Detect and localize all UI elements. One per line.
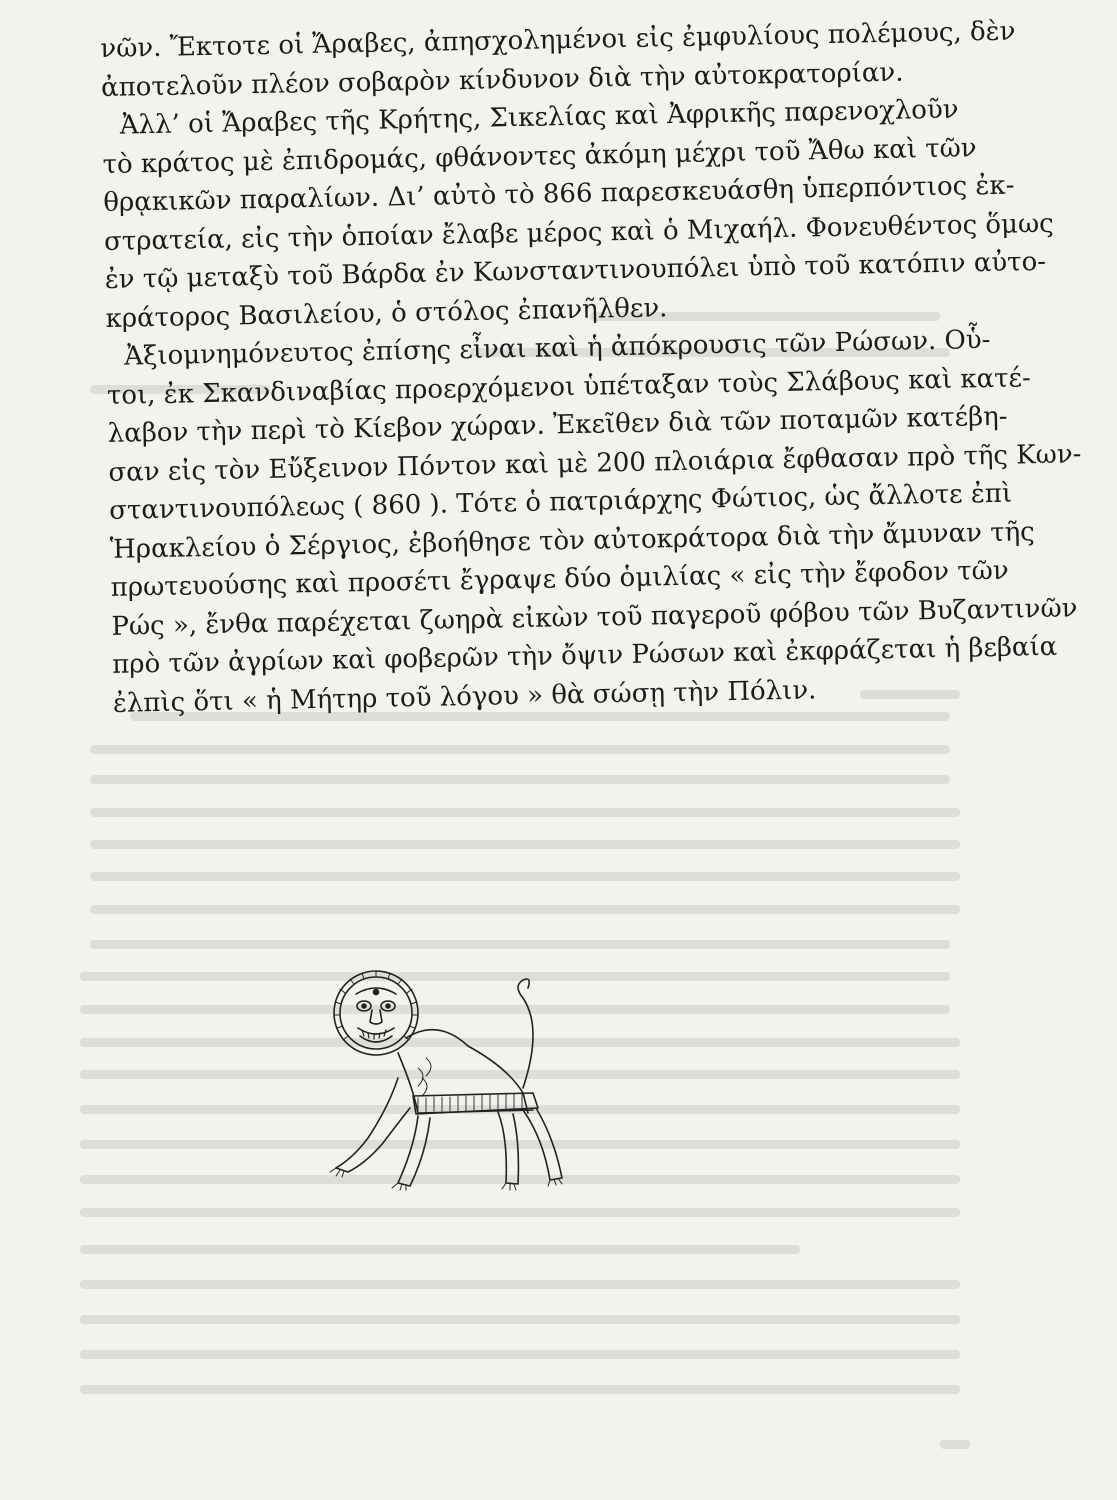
- text-line: σαν εἰς τὸν Εὔξεινον Πόντον καὶ μὲ 200 πλοιάρια ἔφθασαν πρὸ τῆς Κων-: [108, 438, 1082, 488]
- text-line: τὸ κράτος μὲ ἐπιδρομάς, φθάνοντες ἀκόμη μέχρι τοῦ Ἄθω καὶ τῶν: [102, 132, 977, 180]
- text-line: Ἀξιομνημόνευτος ἐπίσης εἶναι καὶ ἡ ἀπόκρουσις τῶν Ρώσων. Οὗ-: [123, 324, 991, 372]
- text-line: πρωτευούσης καὶ προσέτι ἔγραψε δύο ὁμιλίας « εἰς τὴν ἔφοδον τῶν: [110, 555, 1009, 603]
- text-line: ἐν τῷ μεταξὺ τοῦ Βάρδα ἐν Κωνσταντινουπόλει ὑπὸ τοῦ κατόπιν αὐτο-: [104, 246, 1047, 295]
- text-line: Ρώς », ἔνθα παρέχεται ζωηρὰ εἰκὼν τοῦ παγεροῦ φόβου τῶν Βυζαντινῶν: [111, 592, 1078, 642]
- lion-body: [398, 979, 538, 1114]
- text-line: ἀποτελοῦν πλέον σοβαρὸν κίνδυνον διὰ τὴν αὐτοκρατορίαν.: [100, 57, 904, 103]
- text-line: στρατεία, εἰς τὴν ὁποίαν ἔλαβε μέρος καὶ ὁ Μιχαήλ. Φονευθέντος ὅμως: [103, 208, 1054, 257]
- body-text: [100, 14, 1082, 723]
- text-line: θρᾳκικῶν παραλίων. Δι’ αὐτὸ τὸ 866 παρεσκευάσθη ὑπερπόντιος ἐκ-: [103, 170, 1015, 218]
- text-line: πρὸ τῶν ἀγρίων καὶ φοβερῶν τὴν ὄψιν Ρώσων καὶ ἐκφράζεται ἡ βεβαία: [111, 631, 1058, 680]
- text-line: νῶν. Ἔκτοτε οἱ Ἄραβες, ἀπησχολημένοι εἰς ἐμφυλίους πολέμους, δὲν: [100, 16, 1016, 64]
- text-line: κράτορος Βασιλείου, ὁ στόλος ἐπανῆλθεν.: [105, 292, 668, 334]
- lion-illustration: [318, 958, 568, 1198]
- text-line: Ἡρακλείου ὁ Σέργιος, ἐβοήθησε τὸν αὐτοκράτορα διὰ τὴν ἄμυναν τῆς: [109, 516, 1035, 565]
- text-line: Ἀλλ’ οἱ Ἄραβες τῆς Κρήτης, Σικελίας καὶ Ἀφρικῆς παρενοχλοῦν: [119, 94, 959, 141]
- text-line: ἐλπὶς ὅτι « ἡ Μήτηρ τοῦ λόγου » θὰ σώσῃ τὴν Πόλιν.: [112, 674, 817, 719]
- text-line: σταντινουπόλεως ( 860 ). Τότε ὁ πατριάρχης Φώτιος, ὡς ἄλλοτε ἐπὶ: [108, 478, 1013, 526]
- text-line: τοι, ἐκ Σκανδιναβίας προερχόμενοι ὑπέταξαν τοὺς Σλάβους καὶ κατέ-: [106, 362, 1032, 411]
- text-line: λαβον τὴν περὶ τὸ Κίεβον χώραν. Ἐκεῖθεν διὰ τῶν ποταμῶν κατέβη-: [107, 401, 1008, 449]
- lion-face: [356, 988, 396, 1042]
